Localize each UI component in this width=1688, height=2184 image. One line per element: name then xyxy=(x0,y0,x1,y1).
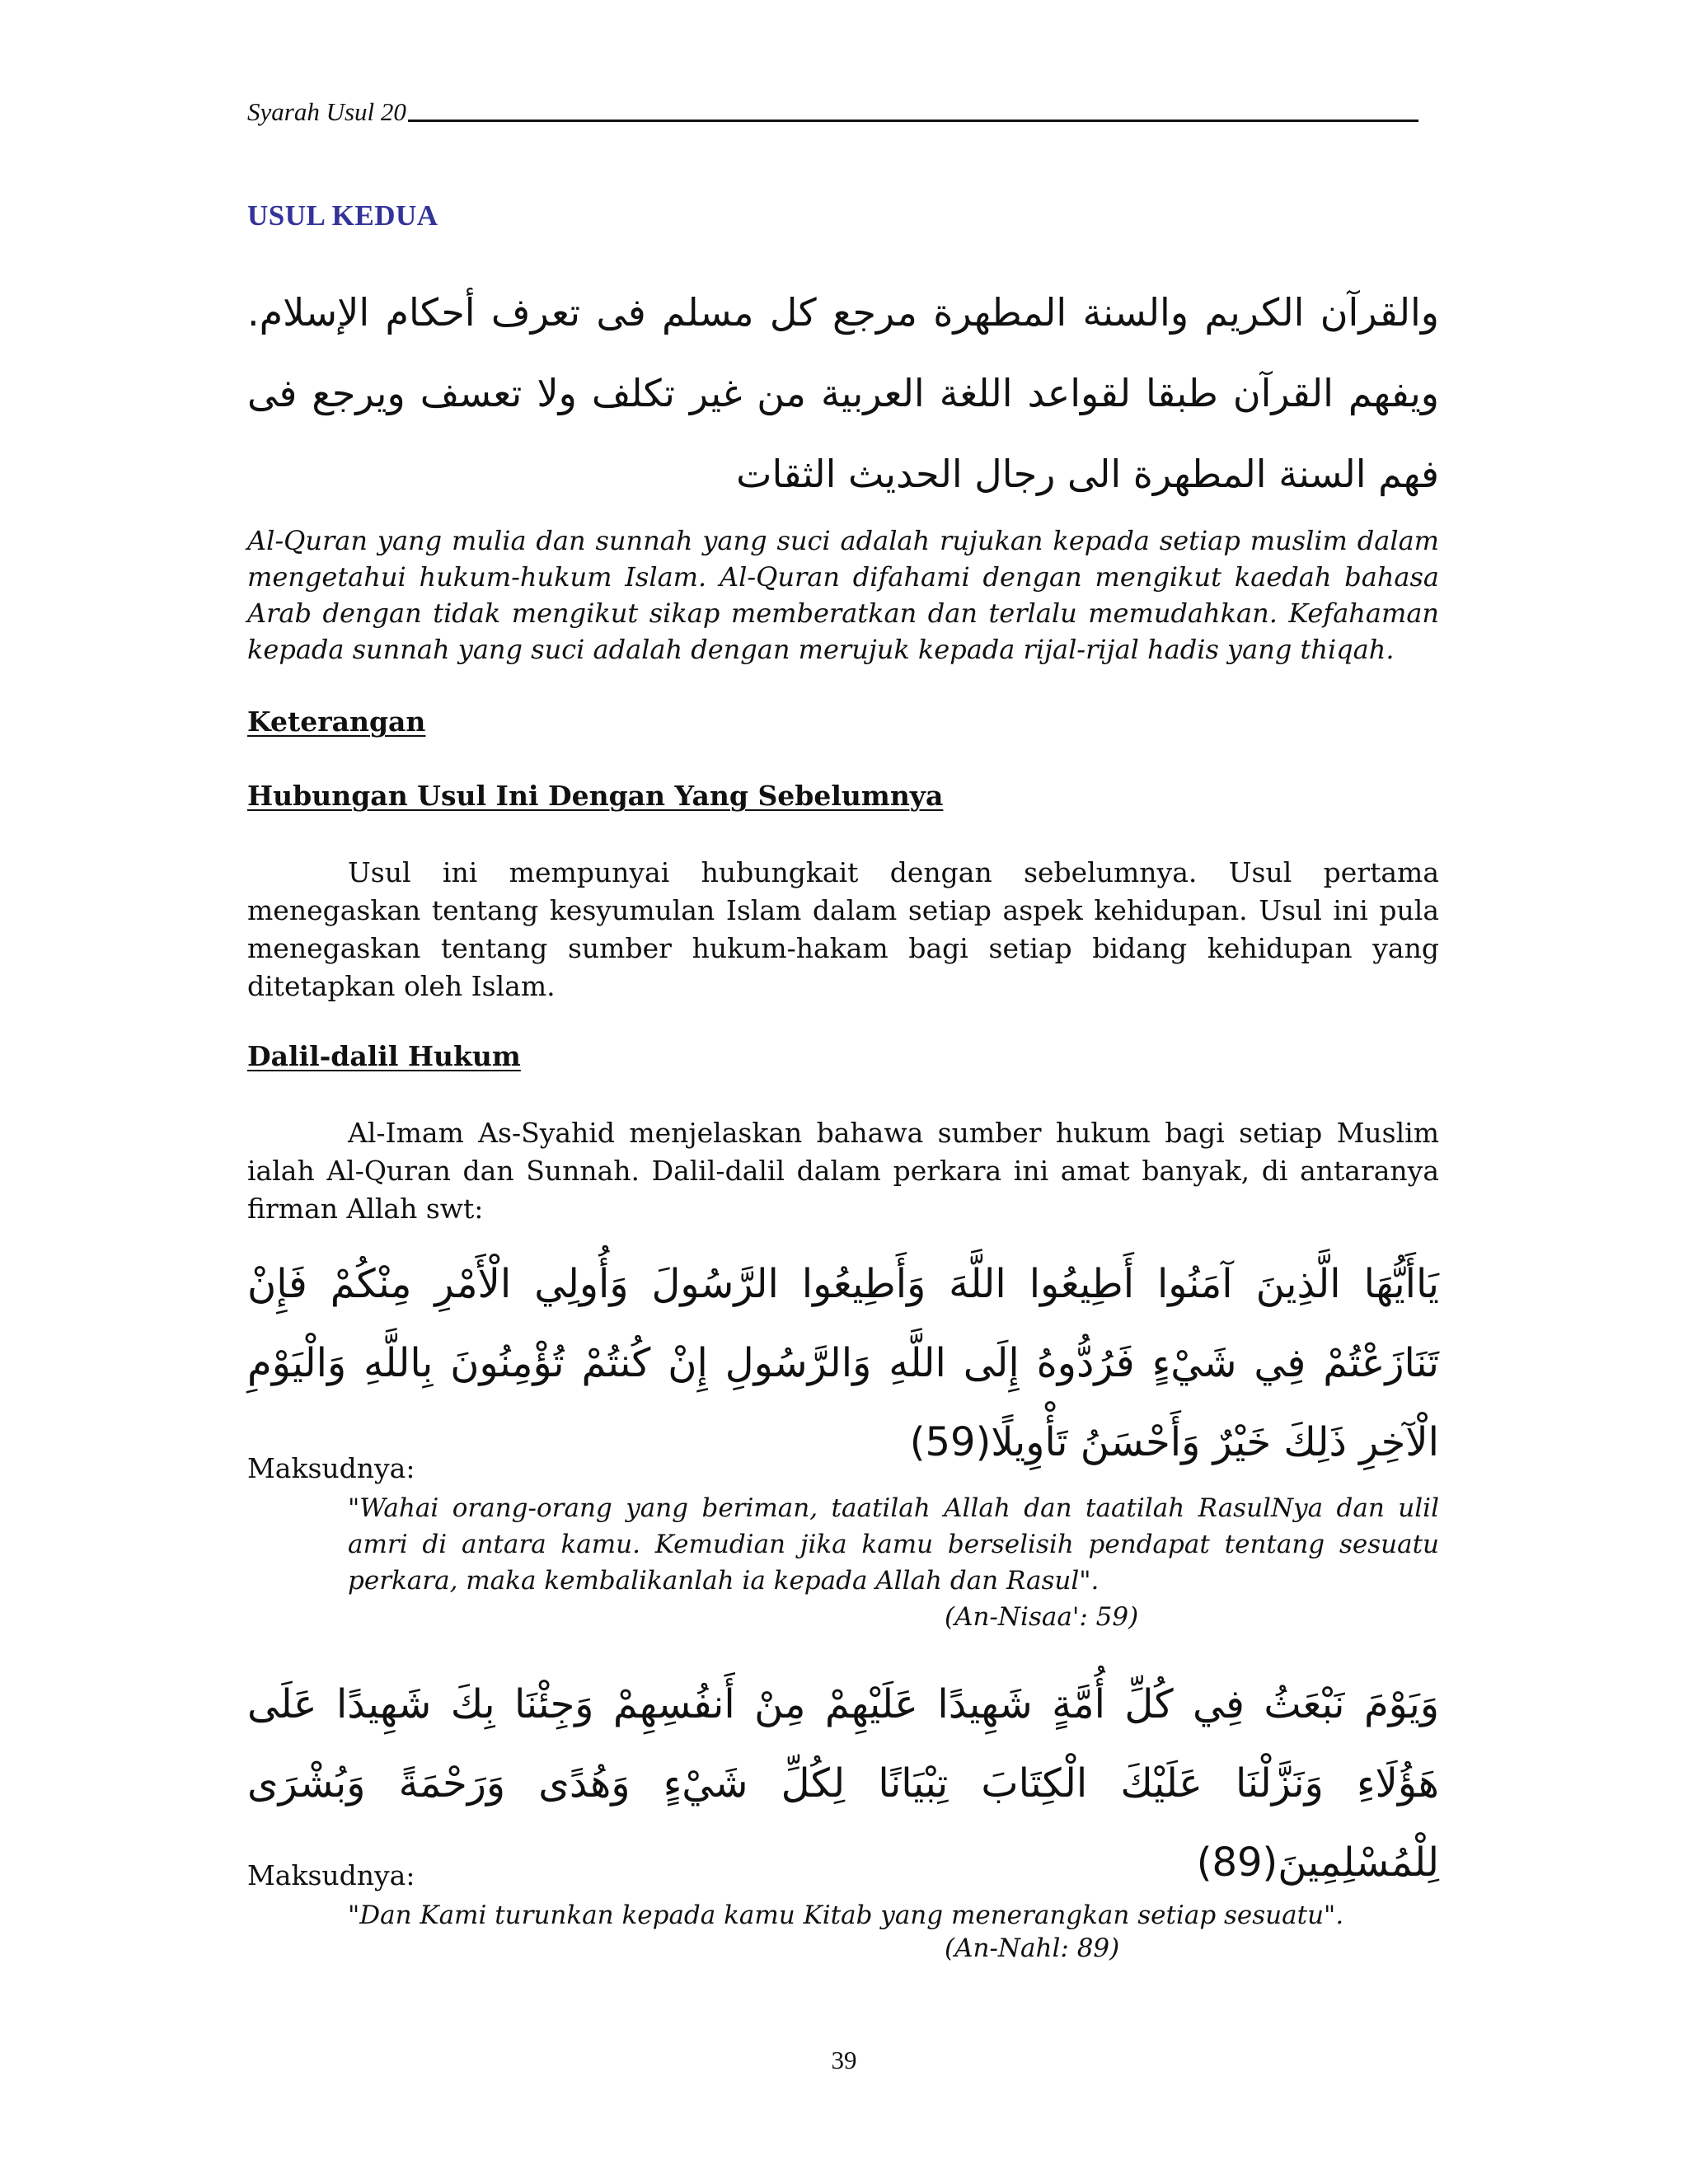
paragraph-hubungan: Usul ini mempunyai hubungkait dengan sebelumnya. Usul pertama menegaskan tentang kesyumulan Islam dalam setiap aspek kehidupan. Usul ini pula menegaskan tentang sumber hukum-hakam bagi setiap bidang kehidupan yang ditetapkan oleh Islam. xyxy=(247,856,1439,1002)
meaning-label-2: Maksudnya: xyxy=(247,1859,415,1891)
running-title: Syarah Usul 20 xyxy=(247,97,406,126)
header-rule xyxy=(408,120,1418,122)
paragraph-dalil: Al-Imam As-Syahid menjelaskan bahawa sumber hukum bagi setiap Muslim ialah Al-Quran dan Sunnah. Dalil-dalil dalam perkara ini amat banyak, di antaranya firman Allah swt: xyxy=(247,1117,1439,1225)
heading-keterangan: Keterangan xyxy=(247,705,426,738)
verse-reference-nahl: (An-Nahl: 89) xyxy=(945,1933,1120,1963)
arabic-verse-nisaa: يَاأَيُّهَا الَّذِينَ آمَنُوا أَطِيعُوا اللَّهَ وَأَطِيعُوا الرَّسُولَ وَأُولِي الْأَمْرِ مِنْكُمْ فَإِنْ تَنَازَعْتُمْ فِي شَيْءٍ فَرُدُّوهُ إِلَى اللَّهِ وَالرَّسُولِ إِنْ كُنتُمْ تُؤْمِنُونَ بِاللَّهِ وَالْيَوْمِ الْآخِرِ ذَلِكَ خَيْرٌ وَأَحْسَنُ تَأْوِيلًا(59) xyxy=(247,1261,1439,1465)
heading-dalil: Dalil-dalil Hukum xyxy=(247,1040,521,1072)
verse-meaning-nisaa: "Wahai orang-orang yang beriman, taatilah Allah dan taatilah RasulNya dan ulil amri di antara kamu. Kemudian jika kamu berselisih pendapat tentang sesuatu perkara, maka kembalikanlah ia kepada Allah dan Rasul". xyxy=(348,1493,1439,1596)
section-title: USUL KEDUA xyxy=(247,199,438,232)
heading-hubungan: Hubungan Usul Ini Dengan Yang Sebelumnya xyxy=(247,780,944,812)
principle-translation: Al-Quran yang mulia dan sunnah yang suci adalah rujukan kepada setiap muslim dalam mengetahui hukum-hukum Islam. Al-Quran difahami dengan mengikut kaedah bahasa Arab dengan tidak mengikut sikap memberatkan dan terlalu memudahkan. Kefahaman kepada sunnah yang suci adalah dengan merujuk kepada rijal-rijal hadis yang thiqah. xyxy=(247,525,1439,665)
verse-reference-nisaa: (An-Nisaa': 59) xyxy=(945,1602,1139,1632)
meaning-label-1: Maksudnya: xyxy=(247,1452,415,1484)
running-header xyxy=(247,97,1428,127)
verse-meaning-nahl: "Dan Kami turunkan kepada kamu Kitab yang menerangkan setiap sesuatu". xyxy=(348,1900,1344,1930)
arabic-verse-nahl: وَيَوْمَ نَبْعَثُ فِي كُلِّ أُمَّةٍ شَهِيدًا عَلَيْهِمْ مِنْ أَنفُسِهِمْ وَجِئْنَا بِكَ شَهِيدًا عَلَى هَؤُلَاءِ وَنَزَّلْنَا عَلَيْكَ الْكِتَابَ تِبْيَانًا لِكُلِّ شَيْءٍ وَهُدًى وَرَحْمَةً وَبُشْرَى لِلْمُسْلِمِينَ(89) xyxy=(247,1681,1439,1886)
arabic-principle-text: والقرآن الكريم والسنة المطهرة مرجع كل مسلم فى تعرف أحكام الإسلام. ويفهم القرآن طبقا لقواعد اللغة العربية من غير تكلف ولا تعسف ويرجع فى فهم السنة المطهرة الى رجال الحديث الثقات xyxy=(247,290,1439,496)
page-number: 39 xyxy=(831,2046,857,2074)
